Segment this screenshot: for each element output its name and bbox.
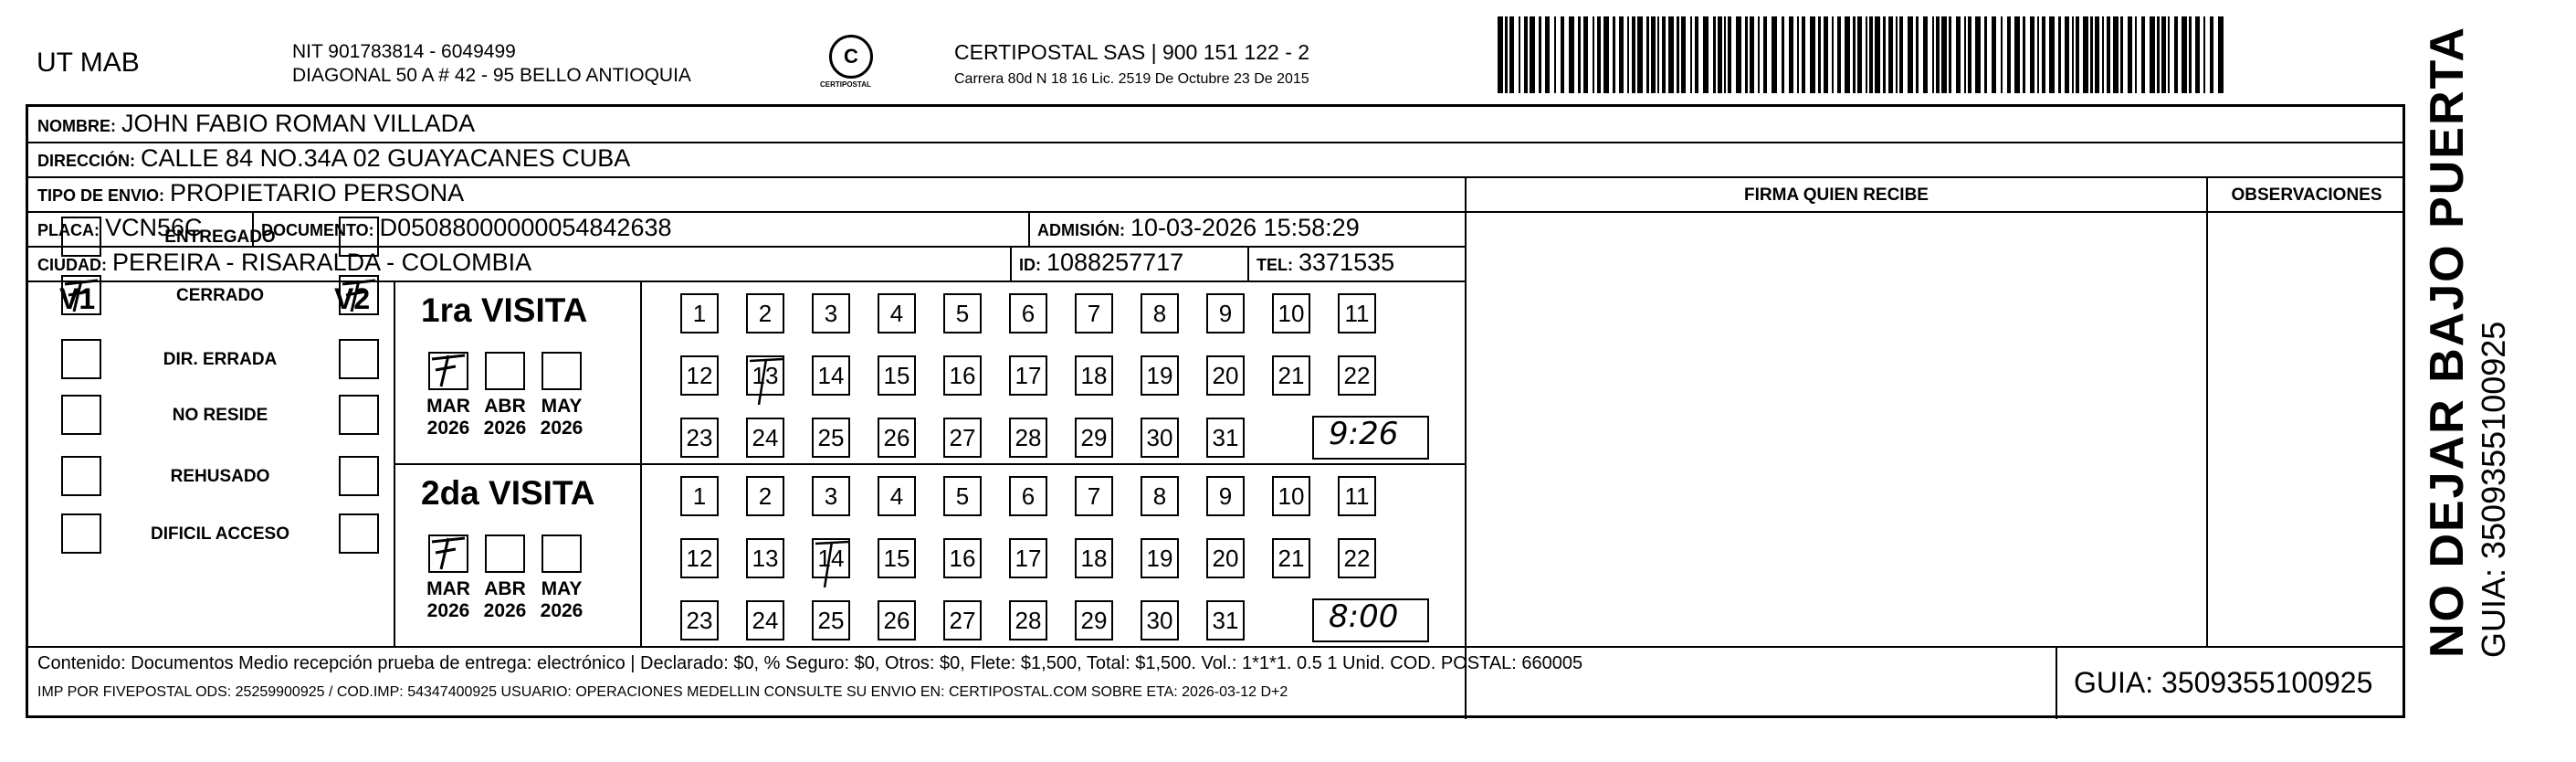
year-label: 2026 — [540, 600, 584, 621]
signature-header: FIRMA QUIEN RECIBE — [1744, 185, 1929, 205]
day-box: 1 — [680, 293, 719, 333]
day-box: 22 — [1338, 355, 1376, 396]
day-box: 29 — [1075, 600, 1113, 640]
day-box: 21 — [1272, 538, 1310, 578]
month-label: ABR — [484, 578, 526, 599]
v1-checkbox — [61, 513, 101, 554]
day-box: 14 — [812, 538, 850, 578]
side-guia-number: GUIA: 3509355100925 — [2475, 321, 2512, 658]
day-box: 7 — [1075, 476, 1113, 516]
v2-checkbox — [339, 395, 379, 435]
day-strike-mark-icon — [812, 534, 852, 589]
day-box: 10 — [1272, 293, 1310, 333]
shipment-type-row: TIPO DE ENVIO: PROPIETARIO PERSONA — [37, 179, 465, 206]
day-box: 8 — [1141, 293, 1179, 333]
day-box: 13 — [746, 355, 784, 396]
day-box: 11 — [1338, 476, 1376, 516]
day-box: 25 — [812, 600, 850, 640]
day-strike-mark-icon — [746, 352, 786, 407]
day-box: 9 — [1206, 476, 1245, 516]
day-box: 24 — [746, 600, 784, 640]
day-box: 17 — [1009, 355, 1047, 396]
day-box: 4 — [878, 293, 916, 333]
month-label: MAY — [541, 578, 583, 599]
day-box: 16 — [943, 538, 982, 578]
day-box: 29 — [1075, 418, 1113, 458]
side-warning — [2420, 26, 2513, 658]
day-box: 6 — [1009, 476, 1047, 516]
admission-row: ADMISIÓN: 10-03-2026 15:58:29 — [1037, 214, 1360, 241]
day-box: 9 — [1206, 293, 1245, 333]
carrier-license: Carrera 80d N 18 16 Lic. 2519 De Octubre 23 De 2015 — [954, 71, 1309, 87]
day-box: 2 — [746, 476, 784, 516]
city-row: CIUDAD: PEREIRA - RISARALDA - COLOMBIA — [37, 249, 532, 276]
v1-checkbox — [61, 456, 101, 496]
v2-checkbox — [339, 456, 379, 496]
month-check-mark-icon — [428, 533, 468, 573]
day-box: 15 — [878, 538, 916, 578]
day-box: 25 — [812, 418, 850, 458]
day-box: 7 — [1075, 293, 1113, 333]
month-checkbox — [541, 352, 582, 390]
day-box: 22 — [1338, 538, 1376, 578]
day-box: 21 — [1272, 355, 1310, 396]
day-box: 24 — [746, 418, 784, 458]
day-box: 19 — [1141, 538, 1179, 578]
day-box: 13 — [746, 538, 784, 578]
footer-guia-number: GUIA: 3509355100925 — [2074, 666, 2373, 699]
v1-checkbox — [61, 395, 101, 435]
day-box: 20 — [1206, 355, 1245, 396]
day-box: 3 — [812, 476, 850, 516]
footer-print-info: IMP POR FIVEPOSTAL ODS: 25259900925 / COD.IMP: 54347400925 USUARIO: OPERACIONES MEDELLIN CONSULTE SU ENVIO EN: CERTIPOSTAL.COM SOBRE ETA: 2026-03-12 D+2 — [37, 684, 1288, 700]
year-label: 2026 — [483, 418, 527, 439]
observations-header: OBSERVACIONES — [2231, 185, 2382, 205]
status-label: DIFICIL ACCESO — [150, 524, 289, 544]
name-row: NOMBRE: JOHN FABIO ROMAN VILLADA — [37, 110, 476, 137]
day-box: 19 — [1141, 355, 1179, 396]
day-box: 18 — [1075, 355, 1113, 396]
year-label: 2026 — [540, 418, 584, 439]
month-label: MAR — [426, 578, 470, 599]
year-label: 2026 — [426, 418, 470, 439]
v2-header: V2 — [334, 282, 371, 315]
company-name: UT MAB — [37, 48, 140, 78]
year-label: 2026 — [426, 600, 470, 621]
tel-row: TEL: 3371535 — [1256, 249, 1395, 276]
month-checkbox — [485, 534, 525, 573]
v1-checkbox — [61, 339, 101, 379]
day-box: 31 — [1206, 600, 1245, 640]
do-not-leave-under-door: NO DEJAR BAJO PUERTA — [2421, 25, 2474, 658]
year-label: 2026 — [483, 600, 527, 621]
v2-checkbox — [339, 513, 379, 554]
day-box: 16 — [943, 355, 982, 396]
day-box: 3 — [812, 293, 850, 333]
day-box: 30 — [1141, 418, 1179, 458]
day-box: 11 — [1338, 293, 1376, 333]
day-box: 20 — [1206, 538, 1245, 578]
month-label: MAY — [541, 396, 583, 417]
day-box: 23 — [680, 418, 719, 458]
carrier-name: CERTIPOSTAL SAS | 900 151 122 - 2 — [954, 40, 1310, 64]
address-row: DIRECCIÓN: CALLE 84 NO.34A 02 GUAYACANES CUBA — [37, 144, 631, 172]
barcode — [1498, 16, 2228, 93]
day-box: 23 — [680, 600, 719, 640]
handwritten-time: 9:26 — [1329, 416, 1399, 452]
day-box: 28 — [1009, 418, 1047, 458]
day-box: 31 — [1206, 418, 1245, 458]
document-row: DOCUMENTO: D05088000000054842638 — [261, 214, 672, 241]
day-box: 6 — [1009, 293, 1047, 333]
v1-header: V1 — [59, 282, 96, 315]
status-label: DIR. ERRADA — [163, 350, 278, 369]
day-box: 4 — [878, 476, 916, 516]
day-box: 26 — [878, 600, 916, 640]
day-box: 10 — [1272, 476, 1310, 516]
status-label: CERRADO — [175, 286, 265, 305]
day-box: 1 — [680, 476, 719, 516]
logo-caption: CERTIPOSTAL — [820, 80, 871, 89]
company-address: DIAGONAL 50 A # 42 - 95 BELLO ANTIOQUIA — [292, 65, 691, 86]
status-label: ENTREGADO — [164, 228, 276, 247]
day-box: 27 — [943, 600, 982, 640]
footer-contents: Contenido: Documentos Medio recepción prueba de entrega: electrónico | Declarado: $0, % Seguro: $0, Otros: $0, Flete: $1,500, Total: $1,500. Vol.: 1*1*1. 0.5 1 Unid. COD. POSTAL: 660005 — [37, 653, 1583, 673]
delivery-form — [26, 104, 2405, 718]
day-box: 15 — [878, 355, 916, 396]
month-checkbox — [541, 534, 582, 573]
id-row: ID: 1088257717 — [1019, 249, 1184, 276]
day-box: 26 — [878, 418, 916, 458]
day-box: 5 — [943, 476, 982, 516]
visit-title: 1ra VISITA — [421, 291, 588, 329]
visit-title: 2da VISITA — [421, 474, 595, 512]
status-label: REHUSADO — [170, 467, 270, 486]
month-check-mark-icon — [428, 350, 468, 390]
day-box: 28 — [1009, 600, 1047, 640]
plate-row: PLACA: VCN56C — [37, 214, 203, 241]
day-box: 8 — [1141, 476, 1179, 516]
day-box: 18 — [1075, 538, 1113, 578]
day-box: 12 — [680, 355, 719, 396]
v2-checkbox — [339, 339, 379, 379]
handwritten-time: 8:00 — [1329, 598, 1399, 635]
day-box: 12 — [680, 538, 719, 578]
day-box: 5 — [943, 293, 982, 333]
v1-checkbox — [61, 217, 101, 257]
v1-check-mark-icon — [61, 275, 101, 315]
day-box: 27 — [943, 418, 982, 458]
day-box: 14 — [812, 355, 850, 396]
status-label: NO RESIDE — [172, 406, 268, 425]
day-box: 2 — [746, 293, 784, 333]
month-label: ABR — [484, 396, 526, 417]
month-checkbox — [485, 352, 525, 390]
certipostal-logo-icon: C — [829, 35, 873, 79]
company-nit: NIT 901783814 - 6049499 — [292, 41, 516, 62]
v2-checkbox — [339, 217, 379, 257]
v2-check-mark-icon — [339, 275, 379, 315]
day-box: 30 — [1141, 600, 1179, 640]
month-label: MAR — [426, 396, 470, 417]
day-box: 17 — [1009, 538, 1047, 578]
